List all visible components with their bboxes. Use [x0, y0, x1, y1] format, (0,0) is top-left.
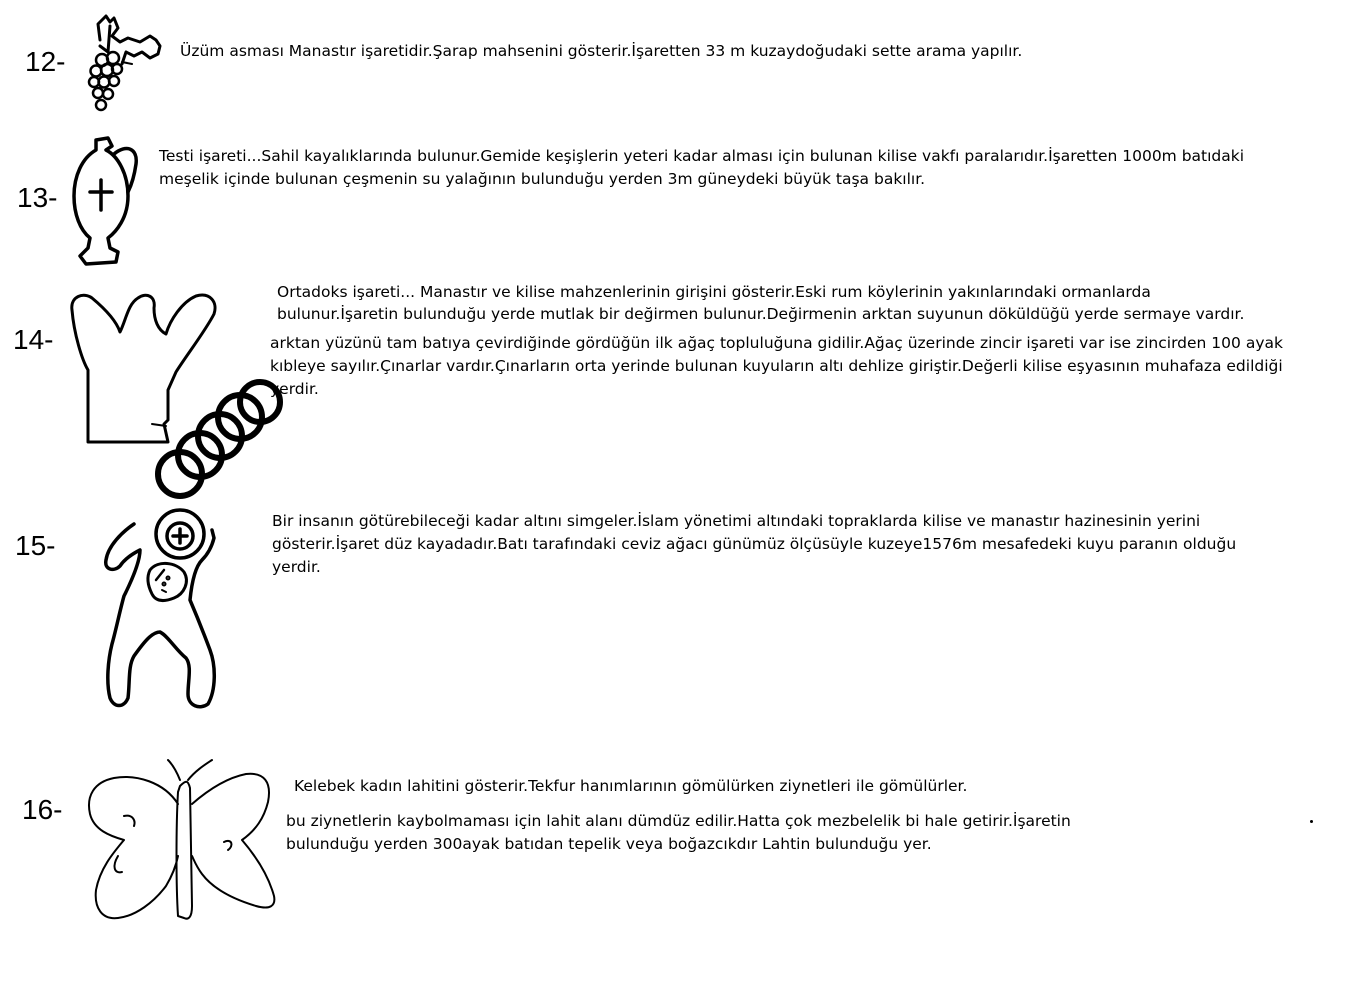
entry-number: 12- — [25, 46, 66, 77]
grape-vine-icon — [80, 12, 164, 116]
entry-number: 15- — [15, 530, 56, 561]
entry-description-line: meşelik içinde bulunan çeşmenin su yalağının bulunduğu yerden 3m güneydeki büyük taşa bakılır. — [159, 170, 926, 188]
jug-with-cross-icon — [72, 134, 142, 268]
butterfly-icon — [84, 756, 278, 926]
entry-description-line: bulunur.İşaretin bulunduğu yerde mutlak bir değirmen bulunur.Değirmenin arktan suyunun döküldüğü yerde sermaye vardır. — [277, 305, 1245, 323]
entry-number: 16- — [22, 794, 63, 825]
entry-number: 14- — [13, 324, 54, 355]
person-carrying-gold-icon — [104, 510, 224, 716]
entry-description-line: Ortadoks işareti... Manastır ve kilise mahzenlerinin girişini gösterir.Eski rum köylerinin yakınlarındaki ormanlarda — [277, 283, 1151, 301]
entry-description-line: Üzüm asması Manastır işaretidir.Şarap mahsenini gösterir.İşaretten 33 m kuzaydoğudaki sette arama yapılır. — [180, 42, 1023, 60]
entry-description-line: kıbleye sayılır.Çınarlar vardır.Çınarların orta yerinde bulunan kuyuların altı dehlize giriştir.Değerli kilise eşyasının muhafaza edildiği — [270, 357, 1283, 375]
entry-description-line: gösterir.İşaret düz kayadadır.Batı tarafındaki ceviz ağacı günümüz ölçüsüyle kuzeye1576m mesafedeki kuyu paranın olduğu — [272, 535, 1237, 553]
entry-description-line: Bir insanın götürebileceği kadar altını simgeler.İslam yönetimi altındaki topraklarda kilise ve manastır hazinesinin yerini — [272, 512, 1201, 530]
entry-description-line: yerdir. — [272, 558, 321, 576]
entry-description-line: bulunduğu yerden 300ayak batıdan tepelik veya boğazcıkdır Lahtin bulunduğu yer. — [286, 835, 932, 853]
hand-with-chain-icon — [70, 290, 280, 502]
entry-description-line: bu ziynetlerin kaybolmaması için lahit alanı dümdüz edilir.Hatta çok mezbelelik bi hale getirir.İşaretin — [286, 812, 1071, 830]
entry-description-line: arktan yüzünü tam batıya çevirdiğinde gördüğün ilk ağaç topluluğuna gidilir.Ağaç üzerinde zincir işareti var ise zincirden 100 ayak — [270, 334, 1283, 352]
entry-description-line: yerdir. — [270, 380, 319, 398]
stray-dot — [1310, 820, 1313, 823]
entry-description-line: Testi işareti...Sahil kayalıklarında bulunur.Gemide keşişlerin yeteri kadar alması için bulunan kilise vakfı paralarıdır.İşaretten 1000m batıdaki — [159, 147, 1245, 165]
entry-description-line: Kelebek kadın lahitini gösterir.Tekfur hanımlarının gömülürken ziynetleri ile gömülürler. — [294, 777, 968, 795]
entry-number: 13- — [17, 182, 58, 213]
